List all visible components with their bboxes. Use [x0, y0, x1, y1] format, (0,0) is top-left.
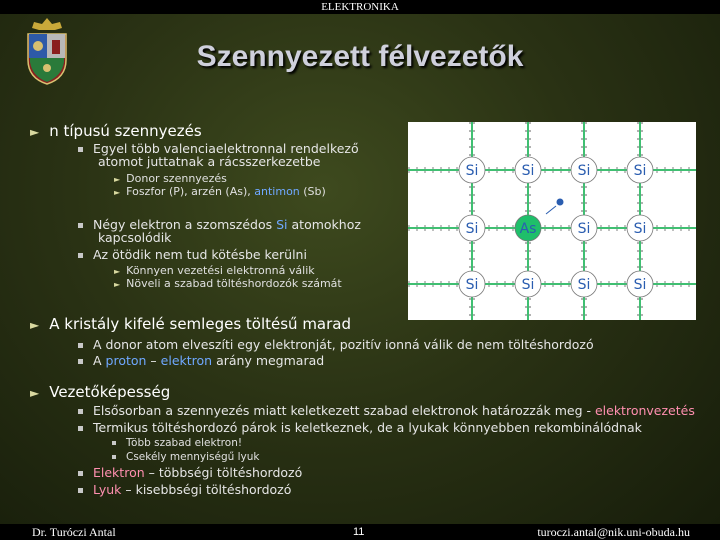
square-bullet-icon: [78, 253, 83, 258]
triangle-bullet-icon: ►: [30, 125, 40, 139]
atom-label: Si: [577, 277, 591, 293]
triangle-bullet-icon: ►: [114, 267, 121, 276]
bullet-item: A donor atom elveszíti egy elektronját, pozitív ionná válik de nem töltéshordozó: [78, 338, 594, 351]
atom-label: Si: [521, 163, 535, 179]
atom-label: Si: [465, 163, 479, 179]
triangle-bullet-icon: ►: [30, 318, 40, 332]
sub-bullet-item: Több szabad elektron!: [112, 437, 242, 450]
silicon-lattice-diagram: [408, 122, 696, 320]
square-bullet-icon: [112, 441, 116, 445]
section-heading: A kristály kifelé semleges töltésű marad: [49, 315, 352, 333]
bullet-item: Termikus töltéshordozó párok is keletkeznek, de a lyukak könnyebben rekombinálódnak: [78, 421, 642, 434]
square-bullet-icon: [78, 426, 83, 431]
free-electron: [557, 199, 564, 206]
atom-label: As: [519, 221, 537, 237]
square-bullet-icon: [78, 343, 83, 348]
section-n-type: [30, 122, 202, 140]
header-bar: [0, 0, 720, 14]
section-neutral-crystal: [30, 315, 351, 333]
sub-bullet-item: ► Könnyen vezetési elektronná válik: [114, 264, 315, 277]
bullet-item: A proton – elektron arány megmarad: [78, 354, 324, 367]
atom-label: Si: [465, 221, 479, 237]
bullet-item: Lyuk – kisebbségi töltéshordozó: [78, 483, 291, 496]
bullet-item: Egyel több valenciaelektronnal rendelkező: [78, 142, 359, 155]
atom-label: Si: [633, 277, 647, 293]
sub-bullet-item: Csekély mennyiségű lyuk: [112, 451, 259, 464]
square-bullet-icon: [78, 409, 83, 414]
electron-path-line: [546, 206, 556, 214]
square-bullet-icon: [78, 471, 83, 476]
square-bullet-icon: [78, 147, 83, 152]
bullet-item: Elsősorban a szennyezés miatt keletkezett szabad elektronok határozzák meg - elektronvezetés: [78, 404, 695, 417]
triangle-bullet-icon: ►: [114, 175, 121, 184]
sub-bullet-item: ► Növeli a szabad töltéshordozók számát: [114, 277, 342, 290]
square-bullet-icon: [78, 359, 83, 364]
bullet-item: Az ötödik nem tud kötésbe kerülni: [78, 248, 307, 261]
square-bullet-icon: [112, 455, 116, 459]
square-bullet-icon: [78, 488, 83, 493]
footer-author: Dr. Turóczi Antal: [32, 525, 116, 539]
atom-label: Si: [633, 221, 647, 237]
bullet-item: Négy elektron a szomszédos Si atomokhoz: [78, 218, 361, 231]
triangle-bullet-icon: ►: [114, 188, 121, 197]
lattice-svg: [408, 122, 696, 320]
atom-label: Si: [521, 277, 535, 293]
atom-label: Si: [577, 163, 591, 179]
section-conductivity: [30, 383, 170, 401]
footer-email: turoczi.antal@nik.uni-obuda.hu: [537, 525, 690, 539]
slide-title: Szennyezett félvezetők: [196, 40, 524, 73]
bullet-item: Elektron – többségi töltéshordozó: [78, 466, 302, 479]
atom-label: Si: [633, 163, 647, 179]
bullet-continuation: kapcsolódik: [98, 230, 172, 245]
square-bullet-icon: [78, 223, 83, 228]
section-heading: Vezetőképesség: [49, 383, 171, 401]
sub-bullet-item: ► Donor szennyezés: [114, 172, 227, 185]
triangle-bullet-icon: ►: [30, 386, 40, 400]
footer-bar: [0, 524, 720, 540]
triangle-bullet-icon: ►: [114, 280, 121, 289]
sub-bullet-item: ► Foszfor (P), arzén (As), antimon (Sb): [114, 185, 326, 198]
bullet-continuation: atomot juttatnak a rácsszerkezetbe: [98, 154, 321, 169]
atom-label: Si: [465, 277, 479, 293]
page-number: 11: [353, 526, 365, 538]
header-title: ELEKTRONIKA: [321, 1, 399, 13]
atom-label: Si: [577, 221, 591, 237]
section-heading: n típusú szennyezés: [49, 122, 202, 140]
